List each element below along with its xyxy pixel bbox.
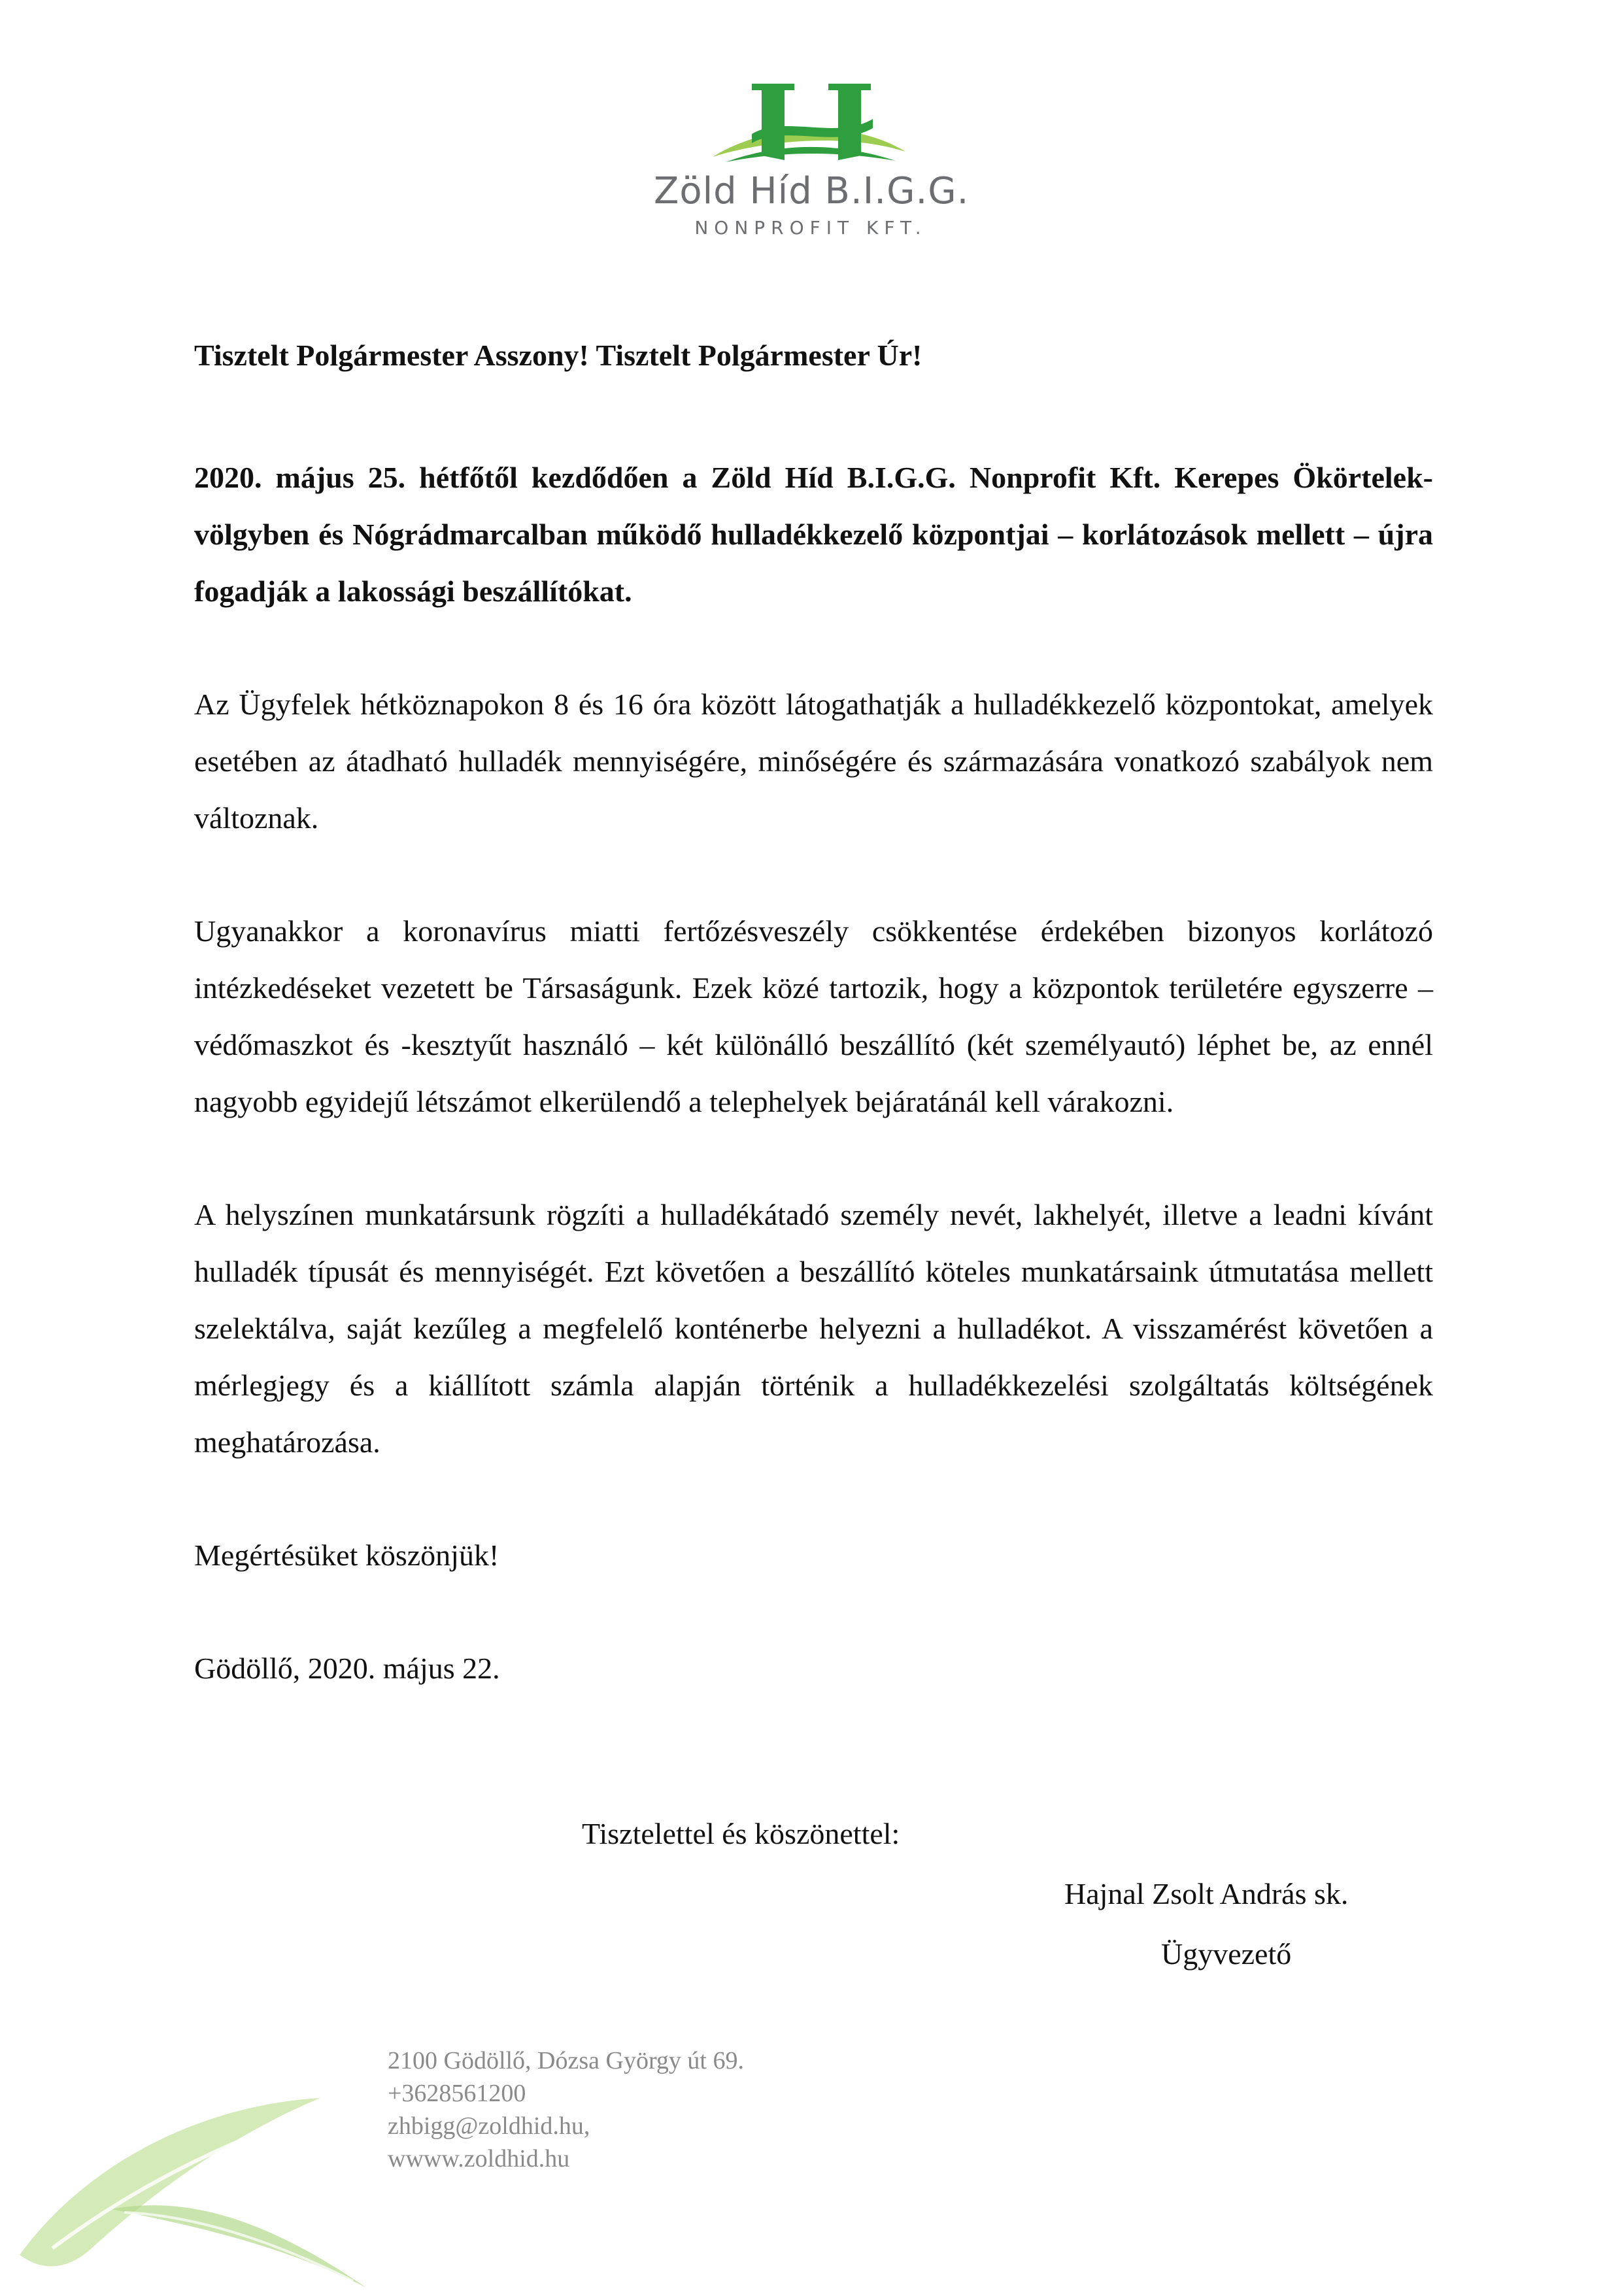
closing-phrase: Tisztelettel és köszönettel: <box>582 1817 900 1850</box>
lead-paragraph: 2020. május 25. hétfőtől kezdődően a Zöld Híd B.I.G.G. Nonprofit Kft. Kerepes Ökörtelek-völgyben és Nógrádmarcalban működő hulladékkezelő központjai – korlátozások mellett – újra fogadják a lakossági beszállítókat. <box>194 461 1433 608</box>
footer-address: 2100 Gödöllő, Dózsa György út 69. <box>388 2047 744 2074</box>
decorative-leaf-icon <box>13 2059 379 2293</box>
footer-website[interactable]: wwww.zoldhid.hu <box>388 2145 570 2172</box>
body-paragraph: Ugyanakkor a koronavírus miatti fertőzésveszély csökkentése érdekében bizonyos korlátozó intézkedéseket vezetett be Társaságunk. Ezek közé tartozik, hogy a központok területére egyszerre – védőmaszkot és -kesztyűt használó – két különálló beszállító (két személyautó) léphet be, az ennél nagyobb egyidejű létszámot elkerülendő a telephelyek bejáratánál kell várakozni. <box>194 914 1433 1118</box>
footer-email[interactable]: zhbigg@zoldhid.hu, <box>388 2112 590 2140</box>
place-and-date: Gödöllő, 2020. május 22. <box>194 1652 500 1685</box>
company-logo <box>654 78 968 242</box>
footer-contact <box>388 2044 744 2175</box>
logo-h-emblem-icon <box>654 78 968 170</box>
salutation: Tisztelt Polgármester Asszony! Tisztelt Polgármester Úr! <box>194 339 922 372</box>
body-paragraph: A helyszínen munkatársunk rögzíti a hulladékátadó személy nevét, lakhelyét, illetve a leadni kívánt hulladék típusát és mennyiségét. Ezt követően a beszállító köteles munkatársaink útmutatása mellett szelektálva, saját kezűleg a megfelelő konténerbe helyezni a hulladékot. A visszamérést követően a mérlegjegy és a kiállított számla alapján történik a hulladékkezelési szolgáltatás költségének meghatározása. <box>194 1198 1433 1459</box>
footer-phone: +3628561200 <box>388 2080 526 2107</box>
signer-name: Hajnal Zsolt András sk. <box>1064 1877 1349 1910</box>
logo-company-name: Zöld Híd B.I.G.G. <box>654 170 970 212</box>
letter-body <box>194 327 1433 1697</box>
signer-role: Ügyvezető <box>1161 1937 1292 1971</box>
thanks-line: Megértésüket köszönjük! <box>194 1539 499 1572</box>
body-paragraph: Az Ügyfelek hétköznapokon 8 és 16 óra között látogathatják a hulladékkezelő központokat, amelyek esetében az átadható hulladék mennyiségére, minőségére és származására vonatkozó szabályok nem változnak. <box>194 688 1433 835</box>
logo-company-subtitle: NONPROFIT KFT. <box>694 217 927 239</box>
